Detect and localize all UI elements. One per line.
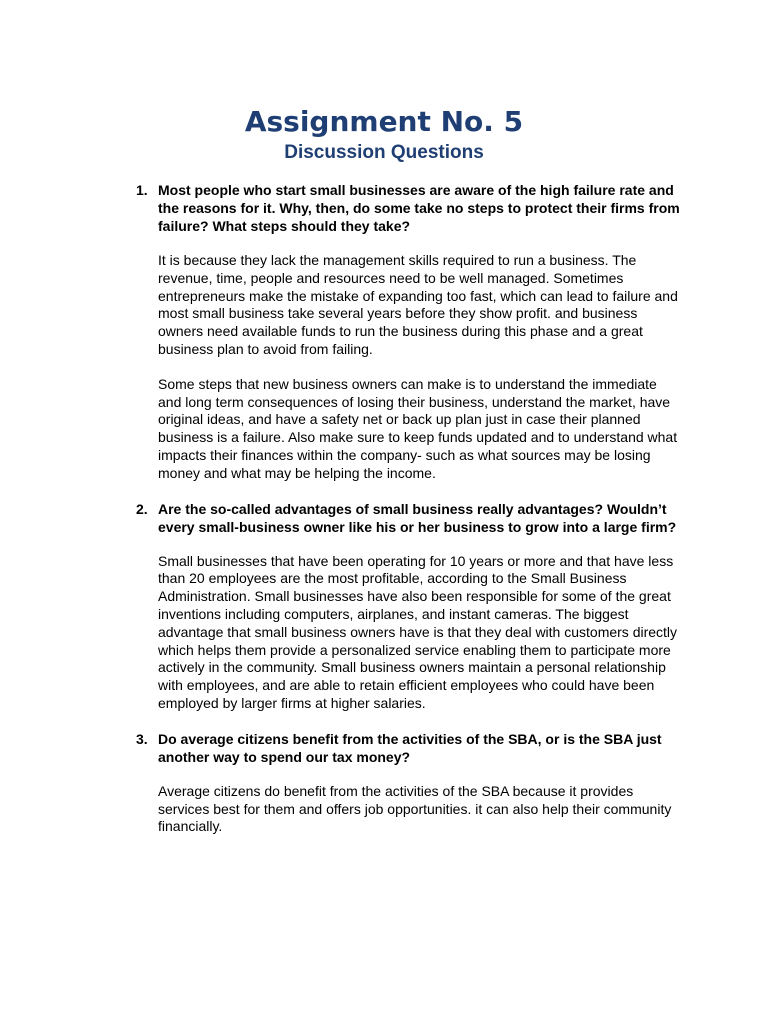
document-title: Assignment No. 5 bbox=[244, 105, 524, 138]
question-number: 2. bbox=[136, 500, 148, 517]
document-subtitle: Discussion Questions bbox=[284, 142, 484, 163]
question-text: Do average citizens benefit from the activities of the SBA, or is the SBA just another way to spend our tax money? bbox=[158, 730, 662, 765]
question-text: Are the so-called advantages of small business really advantages? Wouldn’t every small-business owner like his or her business to grow into a large firm? bbox=[158, 500, 677, 535]
question-item-2 bbox=[136, 500, 684, 713]
answer-paragraph: It is because they lack the management skills required to run a business. The revenue, time, people and resources need to be well managed. Sometimes entrepreneurs make the mistake of expanding too fast, which can lead to failure and most small business take several years before they show profit. and business owners need available funds to run the business during this phase and a great business plan to avoid from failing. bbox=[158, 252, 678, 357]
question-number: 3. bbox=[136, 730, 148, 747]
question-text: Most people who start small businesses are aware of the high failure rate and the reasons for it. Why, then, do some take no steps to protect their firms from failure? What steps should they take? bbox=[158, 182, 680, 234]
question-item-1 bbox=[136, 181, 684, 483]
answer-paragraph: Small businesses that have been operating for 10 years or more and that have less than 20 employees are the most profitable, according to the Small Business Administration. Small businesses have also been responsible for some of the great inventions including computers, airplanes, and instant cameras. The biggest advantage that small business owners have is that they deal with customers directly which helps them provide a personalized service enabling them to participate more actively in the community. Small business owners maintain a personal relationship with employees, and are able to retain efficient employees who could have been employed by larger firms at higher salaries. bbox=[158, 552, 678, 711]
question-item-3 bbox=[136, 730, 684, 836]
question-number: 1. bbox=[136, 182, 148, 198]
answer-paragraph: Some steps that new business owners can make is to understand the immediate and long term consequences of losing their business, understand the market, have original ideas, and have a safety net or back up plan just in case their planned business is a failure. Also make sure to keep funds updated and to understand what impacts their finances within the company- such as what sources may be losing money and what may be helping the income. bbox=[158, 375, 678, 481]
answer-paragraph: Average citizens do benefit from the activities of the SBA because it provides services best for them and offers job opportunities. it can also help their community financially. bbox=[158, 782, 672, 835]
question-list bbox=[136, 181, 684, 853]
